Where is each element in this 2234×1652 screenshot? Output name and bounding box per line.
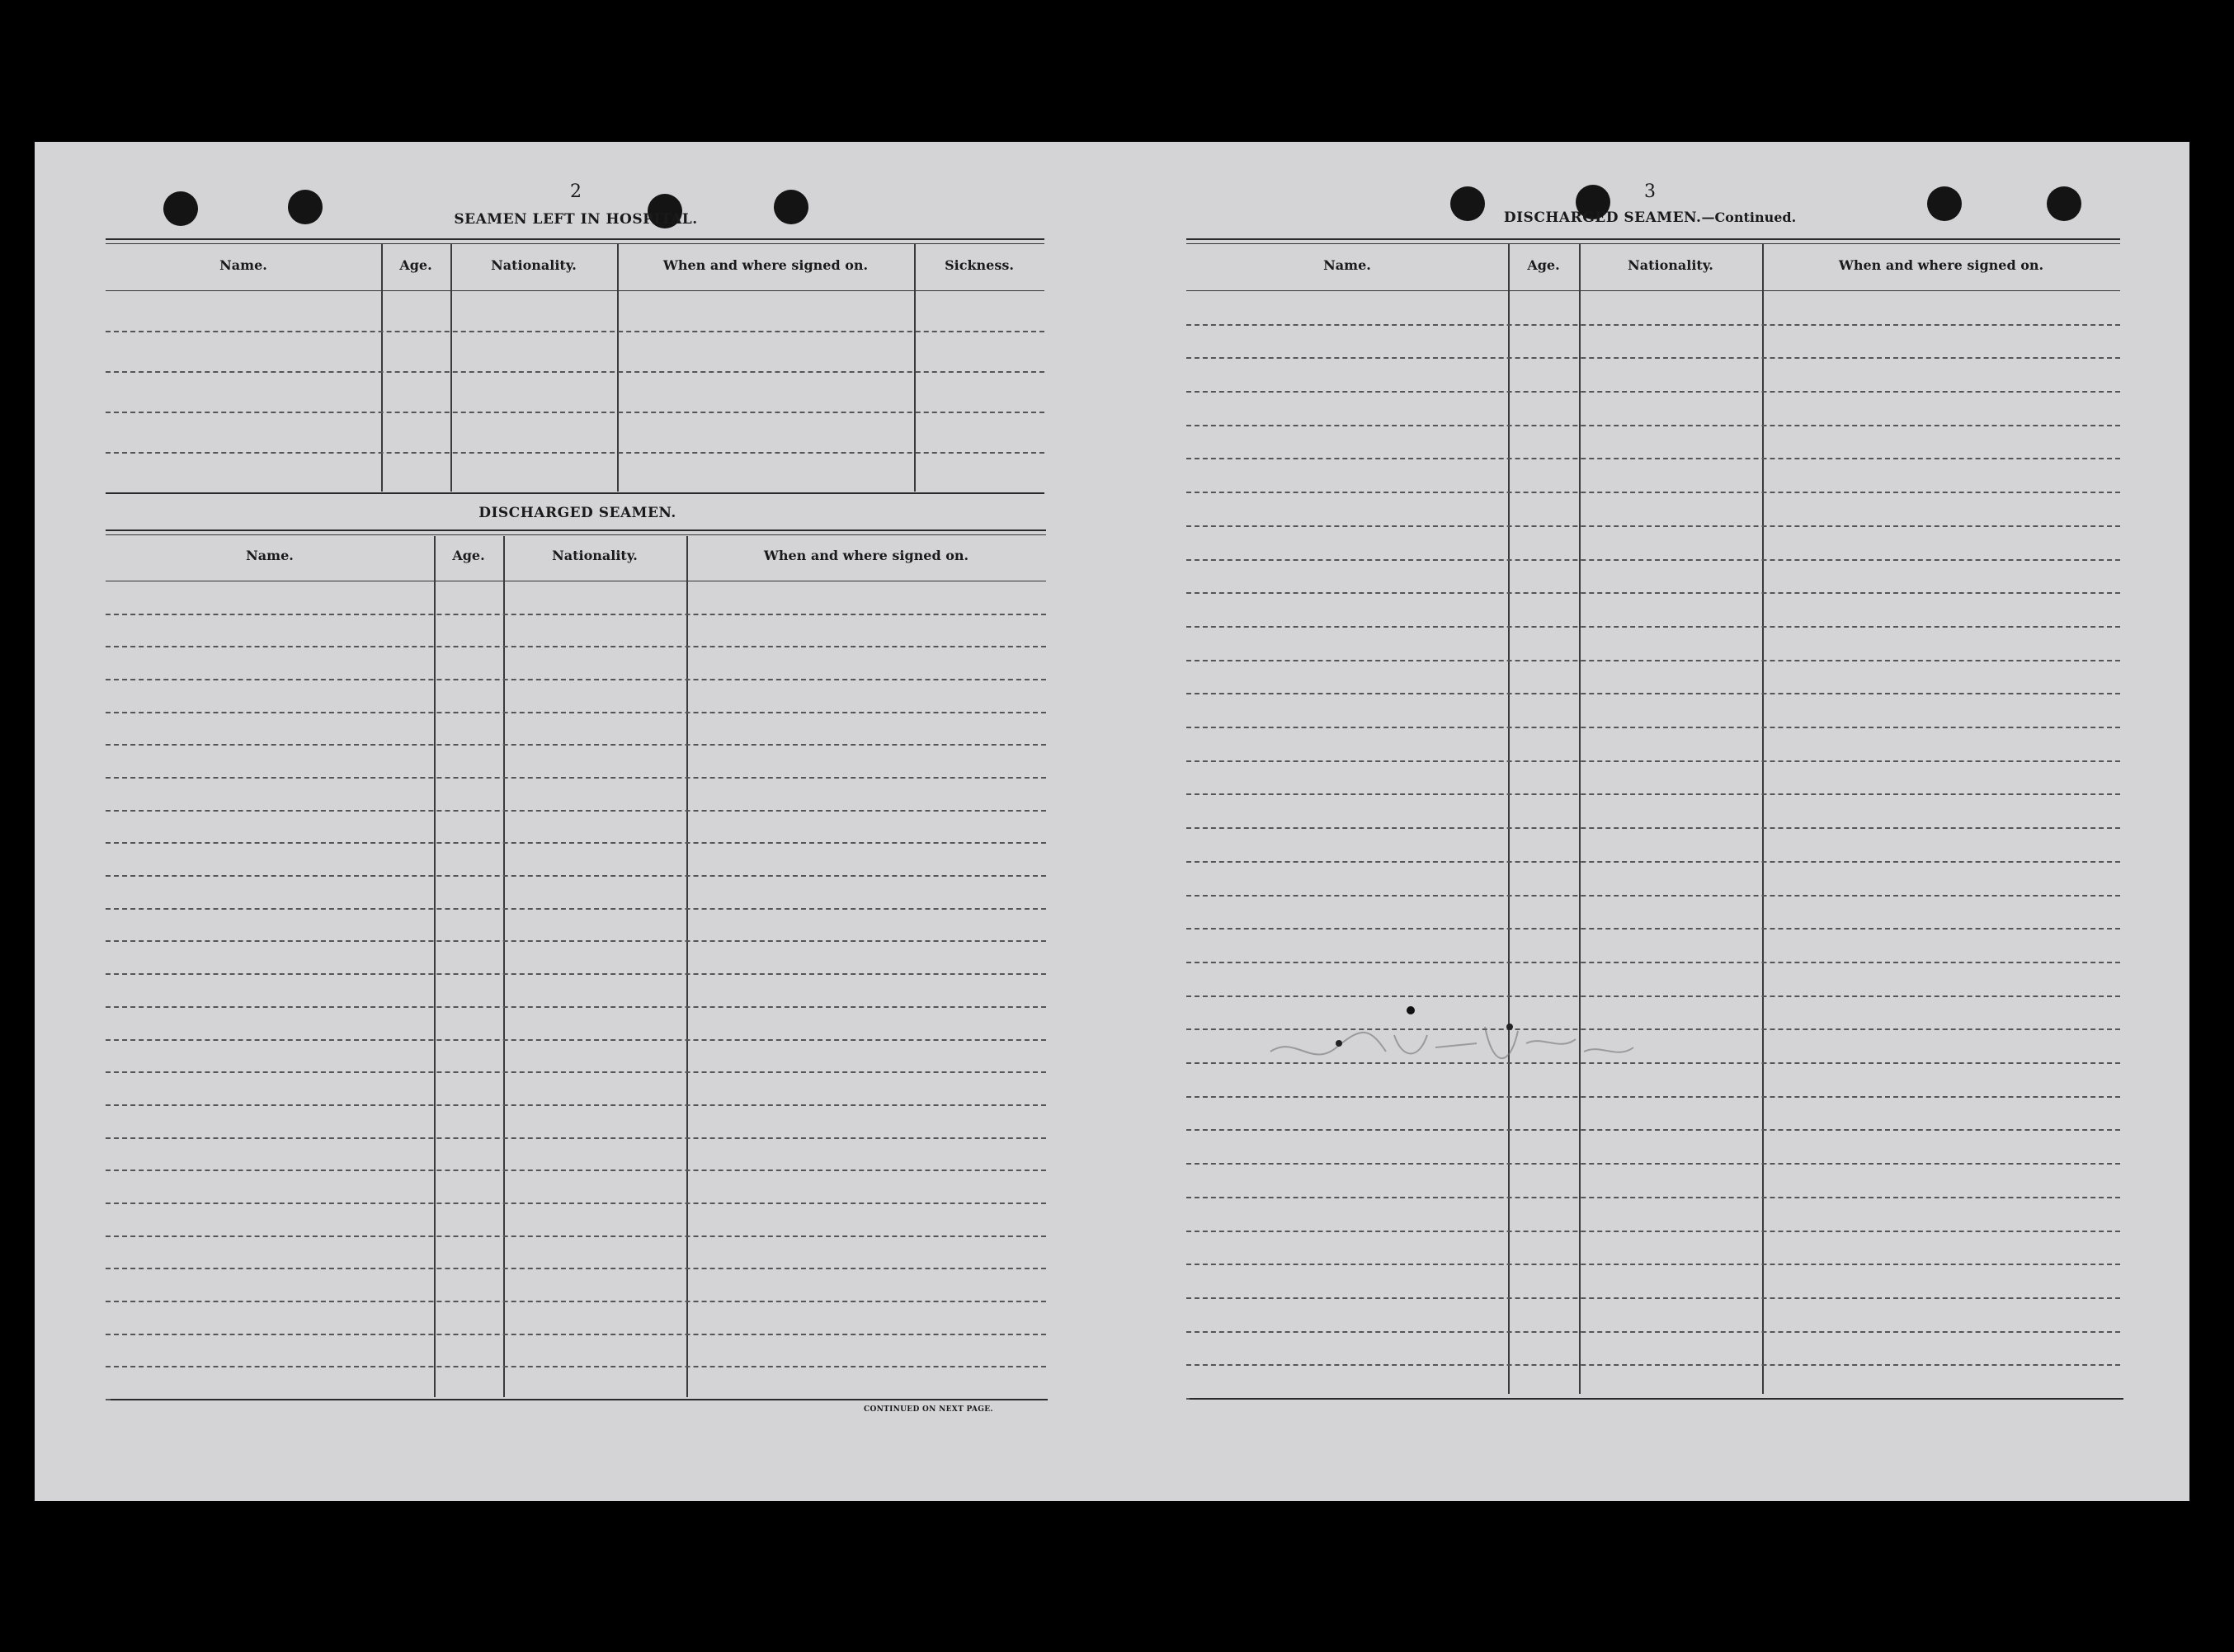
entry-row-line — [106, 1366, 1046, 1367]
entry-row-line — [1186, 995, 2120, 997]
continued-col-nationality: Nationality. — [1628, 257, 1713, 273]
entry-row-line — [1186, 1297, 2120, 1299]
punch-hole — [1450, 186, 1485, 221]
discharged-continued-title-main: DISCHARGED SEAMEN. — [1503, 209, 1702, 226]
entry-row-line — [1186, 693, 2120, 694]
hospital-col-divider — [914, 244, 916, 492]
continued-col-name: Name. — [1323, 257, 1371, 273]
entry-row-line — [1186, 861, 2120, 863]
entry-row-line — [106, 1104, 1046, 1106]
entry-row-line — [1186, 760, 2120, 762]
entry-row-line — [1186, 660, 2120, 661]
hospital-header-rule — [106, 290, 1044, 291]
page-number-right: 3 — [1644, 181, 1656, 202]
entry-row-line — [106, 1235, 1046, 1237]
entry-row-line — [1186, 1364, 2120, 1366]
entry-row-line — [106, 1170, 1046, 1171]
hospital-col-signed-on: When and where signed on. — [662, 257, 869, 273]
hospital-col-nationality: Nationality. — [491, 257, 577, 273]
signature-mark — [1262, 1002, 1642, 1093]
entry-row-line — [106, 908, 1046, 910]
entry-row-line — [106, 1203, 1046, 1204]
entry-row-line — [106, 1006, 1046, 1008]
entry-row-line — [1186, 1096, 2120, 1098]
entry-row-line — [106, 1268, 1046, 1269]
discharged-col-age: Age. — [452, 548, 485, 563]
entry-row-line — [1186, 1197, 2120, 1198]
hospital-col-divider — [450, 244, 452, 492]
entry-row-line — [1186, 1129, 2120, 1131]
entry-row-line — [106, 452, 1044, 454]
discharged-bottom-rule — [111, 1399, 1048, 1400]
entry-row-line — [1186, 827, 2120, 829]
continued-header-rule — [1186, 290, 2120, 291]
entry-row-line — [106, 614, 1046, 615]
entry-row-line — [106, 1039, 1046, 1041]
entry-row-line — [1186, 793, 2120, 795]
continued-col-signed-on: When and where signed on. — [1838, 257, 2044, 273]
entry-row-line — [106, 371, 1044, 373]
hospital-col-divider — [381, 244, 383, 492]
entry-row-line — [106, 679, 1046, 680]
punch-hole — [163, 191, 198, 226]
discharged-continued-title — [1504, 209, 1796, 226]
entry-row-line — [106, 875, 1046, 877]
entry-row-line — [1186, 391, 2120, 393]
entry-row-line — [1186, 559, 2120, 561]
entry-row-line — [1186, 357, 2120, 359]
entry-row-line — [1186, 895, 2120, 897]
entry-row-line — [1186, 592, 2120, 594]
entry-row-line — [106, 744, 1046, 746]
entry-row-line — [106, 1071, 1046, 1073]
entry-row-line — [106, 842, 1046, 844]
entry-row-line — [106, 777, 1046, 779]
hospital-top-rule — [106, 238, 1044, 240]
hospital-col-name: Name. — [219, 257, 267, 273]
continued-col-divider — [1508, 244, 1510, 1394]
continued-col-age: Age. — [1527, 257, 1560, 273]
continued-top-rule — [1186, 238, 2120, 240]
entry-row-line — [1186, 1163, 2120, 1165]
entry-row-line — [106, 1301, 1046, 1302]
discharged-col-nationality: Nationality. — [552, 548, 638, 563]
continued-bottom-rule — [1190, 1398, 2123, 1400]
entry-row-line — [106, 1334, 1046, 1335]
continued-footnote: CONTINUED ON NEXT PAGE. — [864, 1405, 993, 1414]
continued-top-rule-2 — [1186, 243, 2120, 244]
punch-hole — [288, 190, 323, 224]
discharged-top-rule — [106, 529, 1046, 531]
entry-row-line — [106, 331, 1044, 332]
entry-row-line — [1186, 425, 2120, 426]
hospital-top-rule-2 — [106, 243, 1044, 244]
entry-row-line — [106, 712, 1046, 713]
punch-hole — [1927, 186, 1962, 221]
discharged-continued-suffix: —Continued. — [1701, 209, 1797, 225]
entry-row-line — [1186, 962, 2120, 963]
entry-row-line — [106, 412, 1044, 413]
entry-row-line — [1186, 1331, 2120, 1333]
continued-col-divider — [1762, 244, 1764, 1394]
hospital-col-sickness: Sickness. — [945, 257, 1014, 273]
entry-row-line — [106, 1137, 1046, 1139]
entry-row-line — [106, 973, 1046, 975]
hospital-col-age: Age. — [399, 257, 432, 273]
page-number-left: 2 — [570, 181, 582, 202]
continued-col-divider — [1579, 244, 1581, 1394]
hospital-section-title: SEAMEN LEFT IN HOSPITAL. — [454, 211, 698, 228]
hospital-col-divider — [617, 244, 619, 492]
punch-hole — [774, 190, 808, 224]
entry-row-line — [1186, 1231, 2120, 1232]
entry-row-line — [1186, 626, 2120, 628]
discharged-section-title: DISCHARGED SEAMEN. — [478, 505, 676, 521]
entry-row-line — [106, 940, 1046, 942]
entry-row-line — [1186, 525, 2120, 527]
discharged-top-rule-2 — [106, 534, 1046, 535]
discharged-col-signed-on: When and where signed on. — [763, 548, 969, 563]
discharged-col-name: Name. — [246, 548, 294, 563]
entry-row-line — [106, 810, 1046, 812]
entry-row-line — [1186, 458, 2120, 459]
entry-row-line — [1186, 928, 2120, 930]
entry-row-line — [1186, 492, 2120, 493]
punch-hole — [2047, 186, 2081, 221]
entry-row-line — [1186, 727, 2120, 728]
hospital-bottom-rule — [106, 492, 1044, 494]
entry-row-line — [1186, 1264, 2120, 1265]
entry-row-line — [1186, 324, 2120, 326]
entry-row-line — [106, 646, 1046, 647]
